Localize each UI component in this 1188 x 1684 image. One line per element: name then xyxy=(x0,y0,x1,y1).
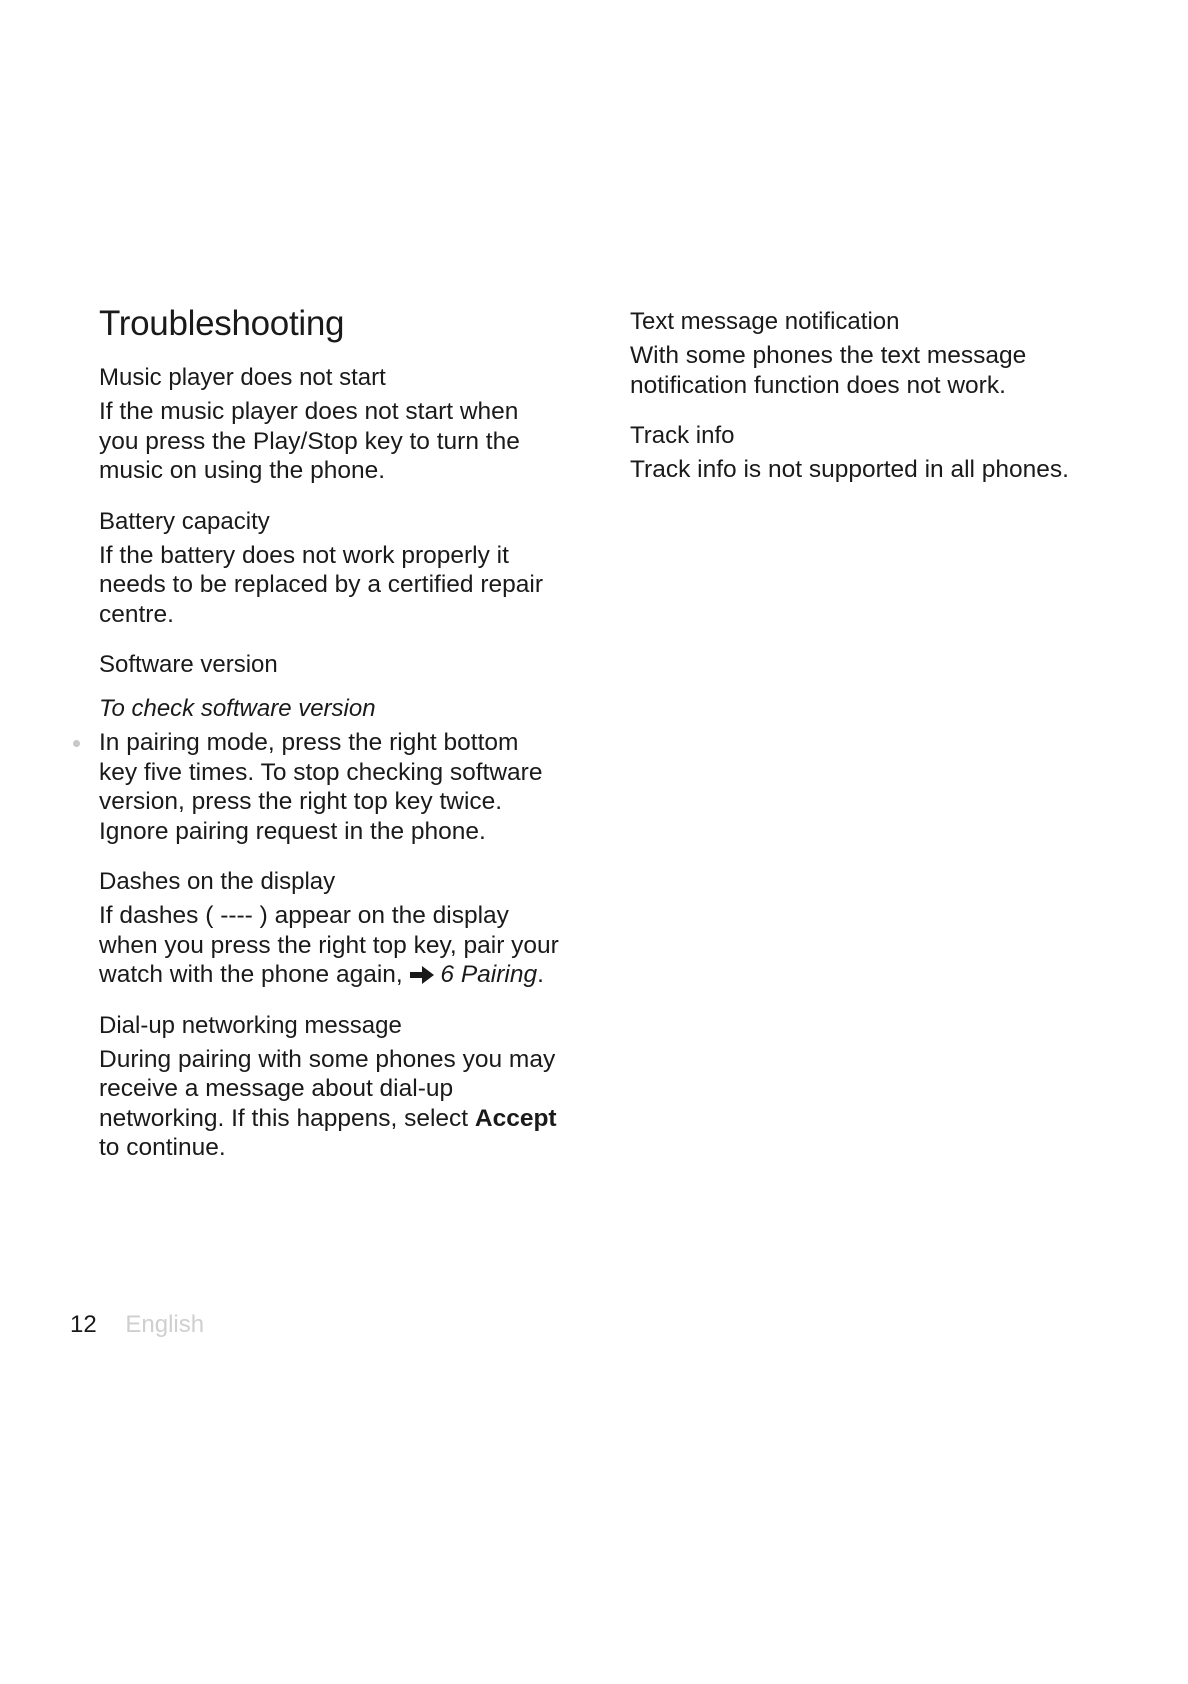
section-text: Track info is not supported in all phones. xyxy=(630,456,1069,483)
bullet-dot-icon xyxy=(73,740,80,747)
section-heading: Software version xyxy=(99,651,278,678)
section-heading: Track info xyxy=(630,422,735,449)
section-dashes xyxy=(99,867,561,990)
accept-keyword: Accept xyxy=(474,1104,557,1132)
page-number: 12 xyxy=(70,1311,97,1338)
section-heading: Dial-up networking message xyxy=(99,1011,402,1039)
section-text-message xyxy=(630,307,1100,400)
sentence-end: . xyxy=(537,961,544,988)
bullet-item xyxy=(99,728,561,846)
section-dialup xyxy=(99,1011,561,1163)
page-reference-number: 6 xyxy=(440,961,454,988)
section-track-info xyxy=(630,421,1100,485)
right-column xyxy=(630,307,1100,506)
page-title: Troubleshooting xyxy=(99,304,345,343)
section-text xyxy=(99,1045,561,1163)
section-heading: Dashes on the display xyxy=(99,868,336,895)
section-heading: Battery capacity xyxy=(99,507,270,535)
section-software-version xyxy=(99,650,561,846)
section-heading: Text message notification xyxy=(630,308,900,335)
left-column xyxy=(99,301,561,1184)
section-text-body: If dashes ( ---- ) appear on the display when you press the right top key, pair your watch with the phone again, xyxy=(99,902,559,988)
page-reference-title: Pairing xyxy=(460,961,538,988)
section-heading: Music player does not start xyxy=(99,364,386,391)
procedure-heading: To check software version xyxy=(99,695,376,722)
section-text: If the music player does not start when you press the Play/Stop key to turn the music on using the phone. xyxy=(99,398,520,484)
section-text xyxy=(99,901,561,990)
section-text: With some phones the text message notification function does not work. xyxy=(630,342,1027,399)
section-battery xyxy=(99,507,561,630)
bullet-text: In pairing mode, press the right bottom key five times. To stop checking software version, press the right top key twice. Ignore pairing request in the phone. xyxy=(99,729,543,845)
footer-language: English xyxy=(125,1311,205,1338)
arrow-right-icon xyxy=(410,962,434,980)
section-text-body: During pairing with some phones you may receive a message about dial-up networking. If this happens, select xyxy=(99,1045,556,1132)
section-music-player xyxy=(99,363,561,486)
section-text: If the battery does not work properly it needs to be replaced by a certified repair centre. xyxy=(99,541,543,628)
section-text-end: to continue. xyxy=(99,1134,226,1161)
page-footer xyxy=(70,1310,204,1340)
